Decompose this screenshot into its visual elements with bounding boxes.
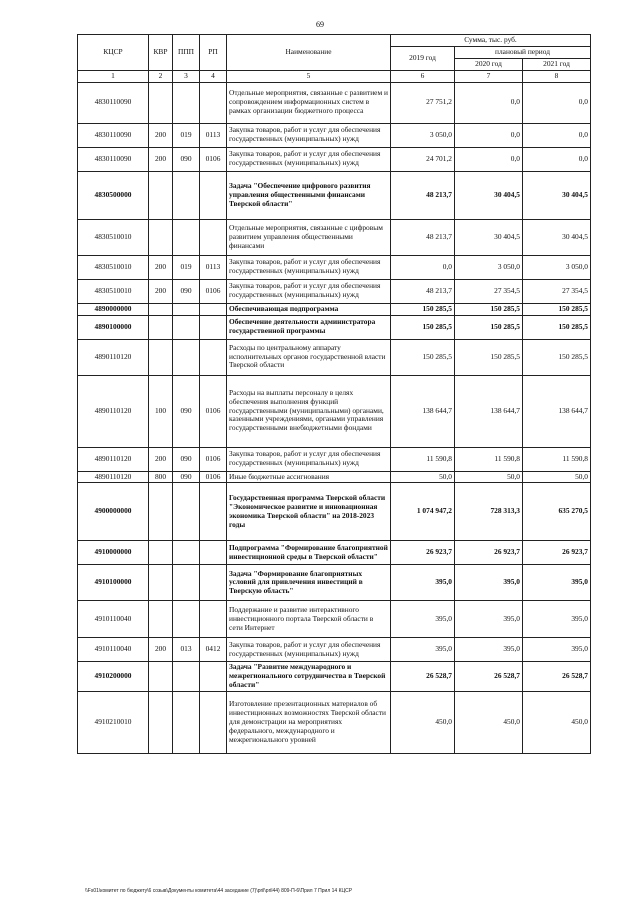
header-kcsr: КЦСР xyxy=(78,35,149,71)
column-number: 2 xyxy=(149,70,173,82)
cell-2021: 450,0 xyxy=(523,692,591,754)
cell-2019: 11 590,8 xyxy=(391,447,455,471)
cell-2021: 27 354,5 xyxy=(523,279,591,303)
cell-name: Закупка товаров, работ и услуг для обеспечения государственных (муниципальных) нужд xyxy=(227,279,391,303)
cell-ppp: 090 xyxy=(173,471,200,483)
cell-ppp: 013 xyxy=(173,638,200,662)
cell-ppp xyxy=(173,483,200,541)
cell-kcsr: 4910110040 xyxy=(78,601,149,638)
cell-kcsr: 4830500000 xyxy=(78,171,149,219)
cell-name: Отдельные мероприятия, связанные с развитием и сопровождением информационных систем в рамках организации бюджетного процесса xyxy=(227,82,391,123)
cell-2020: 27 354,5 xyxy=(455,279,523,303)
cell-ppp: 090 xyxy=(173,147,200,171)
cell-2019: 1 074 947,2 xyxy=(391,483,455,541)
column-number: 4 xyxy=(200,70,227,82)
column-number: 1 xyxy=(78,70,149,82)
cell-2020: 30 404,5 xyxy=(455,219,523,255)
cell-kvr: 200 xyxy=(149,279,173,303)
cell-kvr xyxy=(149,219,173,255)
cell-2020: 50,0 xyxy=(455,471,523,483)
cell-2020: 0,0 xyxy=(455,123,523,147)
cell-2019: 3 050,0 xyxy=(391,123,455,147)
cell-name: Подпрограмма "Формирование благоприятной инвестиционной среды в Тверской области" xyxy=(227,541,391,565)
cell-rp xyxy=(200,541,227,565)
cell-2020: 3 050,0 xyxy=(455,255,523,279)
cell-rp: 0106 xyxy=(200,279,227,303)
cell-rp xyxy=(200,171,227,219)
cell-kvr: 200 xyxy=(149,638,173,662)
cell-name: Поддержание и развитие интерактивного инвестиционного портала Тверской области в сети Интернет xyxy=(227,601,391,638)
cell-name: Отдельные мероприятия, связанные с цифровым развитием управления общественными финансами xyxy=(227,219,391,255)
cell-rp: 0113 xyxy=(200,255,227,279)
cell-2019: 138 644,7 xyxy=(391,375,455,447)
cell-kvr: 800 xyxy=(149,471,173,483)
header-2019: 2019 год xyxy=(391,46,455,70)
cell-kvr xyxy=(149,662,173,692)
cell-2020: 26 923,7 xyxy=(455,541,523,565)
cell-2021: 635 270,5 xyxy=(523,483,591,541)
cell-2020: 0,0 xyxy=(455,147,523,171)
cell-kcsr: 4910200000 xyxy=(78,662,149,692)
cell-kvr: 200 xyxy=(149,123,173,147)
cell-rp: 0106 xyxy=(200,375,227,447)
cell-kvr xyxy=(149,339,173,375)
cell-kvr: 200 xyxy=(149,255,173,279)
cell-kcsr: 4890000000 xyxy=(78,303,149,315)
table-row xyxy=(78,375,591,447)
cell-kcsr: 4830510010 xyxy=(78,255,149,279)
table-row xyxy=(78,601,591,638)
cell-2020: 30 404,5 xyxy=(455,171,523,219)
cell-name: Закупка товаров, работ и услуг для обеспечения государственных (муниципальных) нужд xyxy=(227,255,391,279)
cell-2019: 26 528,7 xyxy=(391,662,455,692)
cell-2021: 50,0 xyxy=(523,471,591,483)
cell-ppp: 090 xyxy=(173,447,200,471)
cell-2021: 395,0 xyxy=(523,638,591,662)
cell-rp xyxy=(200,565,227,601)
cell-2021: 0,0 xyxy=(523,123,591,147)
cell-kcsr: 4890110120 xyxy=(78,375,149,447)
cell-2019: 27 751,2 xyxy=(391,82,455,123)
table-row xyxy=(78,565,591,601)
column-number: 8 xyxy=(523,70,591,82)
cell-2019: 450,0 xyxy=(391,692,455,754)
cell-2019: 50,0 xyxy=(391,471,455,483)
cell-rp: 0113 xyxy=(200,123,227,147)
cell-2020: 728 313,3 xyxy=(455,483,523,541)
table-row xyxy=(78,471,591,483)
cell-2021: 3 050,0 xyxy=(523,255,591,279)
header-2020: 2020 год xyxy=(455,58,523,70)
cell-kvr: 100 xyxy=(149,375,173,447)
table-row xyxy=(78,315,591,339)
cell-kcsr: 4890110120 xyxy=(78,471,149,483)
cell-2020: 450,0 xyxy=(455,692,523,754)
table-row xyxy=(78,447,591,471)
cell-2020: 0,0 xyxy=(455,82,523,123)
cell-2021: 30 404,5 xyxy=(523,171,591,219)
footer-file-path: \\Fs01\комитет по бюджету\6 созыв\Документы комитета\44 заседание (7)\pril\pril44) 809-П-6\Прил 7 Прил 14 КЦСР xyxy=(85,888,353,894)
cell-2020: 395,0 xyxy=(455,638,523,662)
cell-rp xyxy=(200,82,227,123)
header-rp: РП xyxy=(200,35,227,71)
table-row xyxy=(78,638,591,662)
cell-kcsr: 4910100000 xyxy=(78,565,149,601)
cell-ppp xyxy=(173,601,200,638)
cell-2020: 150 285,5 xyxy=(455,315,523,339)
cell-kcsr: 4830110090 xyxy=(78,123,149,147)
cell-kcsr: 4910210010 xyxy=(78,692,149,754)
cell-2020: 150 285,5 xyxy=(455,339,523,375)
cell-2021: 0,0 xyxy=(523,82,591,123)
cell-name: Обеспечение деятельности администратора государственной программы xyxy=(227,315,391,339)
table-row xyxy=(78,147,591,171)
cell-2020: 11 590,8 xyxy=(455,447,523,471)
cell-kvr xyxy=(149,541,173,565)
cell-ppp xyxy=(173,565,200,601)
cell-2021: 395,0 xyxy=(523,601,591,638)
cell-name: Государственная программа Тверской области "Экономическое развитие и инновационная экономика Тверской области" на 2018-2023 годы xyxy=(227,483,391,541)
cell-2020: 150 285,5 xyxy=(455,303,523,315)
cell-2021: 150 285,5 xyxy=(523,303,591,315)
cell-rp xyxy=(200,303,227,315)
table-header xyxy=(78,35,591,83)
cell-kvr xyxy=(149,601,173,638)
cell-name: Задача "Развитие международного и межрегионального сотрудничества в Тверской области" xyxy=(227,662,391,692)
cell-rp xyxy=(200,483,227,541)
cell-name: Закупка товаров, работ и услуг для обеспечения государственных (муниципальных) нужд xyxy=(227,638,391,662)
cell-2021: 26 923,7 xyxy=(523,541,591,565)
cell-rp: 0106 xyxy=(200,447,227,471)
cell-rp: 0106 xyxy=(200,147,227,171)
cell-rp: 0106 xyxy=(200,471,227,483)
header-name: Наименование xyxy=(227,35,391,71)
header-plan-period: плановый период xyxy=(455,46,591,58)
cell-name: Закупка товаров, работ и услуг для обеспечения государственных (муниципальных) нужд xyxy=(227,447,391,471)
column-number: 3 xyxy=(173,70,200,82)
cell-name: Закупка товаров, работ и услуг для обеспечения государственных (муниципальных) нужд xyxy=(227,123,391,147)
cell-2019: 48 213,7 xyxy=(391,279,455,303)
cell-ppp xyxy=(173,339,200,375)
table-row xyxy=(78,541,591,565)
header-2021: 2021 год xyxy=(523,58,591,70)
cell-kvr xyxy=(149,315,173,339)
budget-table xyxy=(77,34,591,754)
cell-2019: 395,0 xyxy=(391,601,455,638)
cell-name: Задача "Формирование благоприятных условий для привлечения инвестиций в Тверскую область" xyxy=(227,565,391,601)
cell-2019: 150 285,5 xyxy=(391,303,455,315)
cell-kvr xyxy=(149,303,173,315)
cell-2021: 150 285,5 xyxy=(523,315,591,339)
cell-name: Иные бюджетные ассигнования xyxy=(227,471,391,483)
cell-2019: 395,0 xyxy=(391,638,455,662)
table-body xyxy=(78,82,591,753)
cell-ppp xyxy=(173,315,200,339)
cell-kcsr: 4910110040 xyxy=(78,638,149,662)
cell-name: Закупка товаров, работ и услуг для обеспечения государственных (муниципальных) нужд xyxy=(227,147,391,171)
cell-kcsr: 4900000000 xyxy=(78,483,149,541)
cell-2019: 48 213,7 xyxy=(391,219,455,255)
cell-ppp: 090 xyxy=(173,375,200,447)
cell-ppp xyxy=(173,171,200,219)
cell-2021: 150 285,5 xyxy=(523,339,591,375)
cell-2020: 395,0 xyxy=(455,565,523,601)
cell-rp xyxy=(200,692,227,754)
cell-kvr xyxy=(149,565,173,601)
cell-kcsr: 4890110120 xyxy=(78,447,149,471)
cell-kvr: 200 xyxy=(149,447,173,471)
page-number: 69 xyxy=(316,20,324,29)
cell-kvr xyxy=(149,692,173,754)
cell-2019: 395,0 xyxy=(391,565,455,601)
cell-kvr xyxy=(149,483,173,541)
table-row xyxy=(78,123,591,147)
cell-2019: 150 285,5 xyxy=(391,315,455,339)
cell-ppp xyxy=(173,219,200,255)
cell-rp xyxy=(200,662,227,692)
cell-rp xyxy=(200,219,227,255)
cell-name: Расходы по центральному аппарату исполнительных органов государственной власти Тверской области xyxy=(227,339,391,375)
cell-2021: 11 590,8 xyxy=(523,447,591,471)
cell-rp: 0412 xyxy=(200,638,227,662)
cell-kcsr: 4830510010 xyxy=(78,279,149,303)
cell-2020: 138 644,7 xyxy=(455,375,523,447)
table-row xyxy=(78,692,591,754)
cell-ppp: 090 xyxy=(173,279,200,303)
cell-2021: 395,0 xyxy=(523,565,591,601)
cell-kcsr: 4830510010 xyxy=(78,219,149,255)
table-row xyxy=(78,219,591,255)
cell-2019: 150 285,5 xyxy=(391,339,455,375)
cell-rp xyxy=(200,339,227,375)
column-number-row xyxy=(78,70,591,82)
cell-2021: 30 404,5 xyxy=(523,219,591,255)
table-row xyxy=(78,171,591,219)
cell-rp xyxy=(200,315,227,339)
table-row xyxy=(78,483,591,541)
cell-kvr xyxy=(149,82,173,123)
cell-kcsr: 4830110090 xyxy=(78,82,149,123)
cell-kcsr: 4830110090 xyxy=(78,147,149,171)
column-number: 7 xyxy=(455,70,523,82)
cell-kvr xyxy=(149,171,173,219)
cell-ppp: 019 xyxy=(173,255,200,279)
table-row xyxy=(78,339,591,375)
cell-2019: 24 701,2 xyxy=(391,147,455,171)
cell-ppp: 019 xyxy=(173,123,200,147)
cell-2021: 0,0 xyxy=(523,147,591,171)
column-number: 6 xyxy=(391,70,455,82)
cell-ppp xyxy=(173,692,200,754)
table-row xyxy=(78,255,591,279)
table-row xyxy=(78,662,591,692)
cell-kvr: 200 xyxy=(149,147,173,171)
cell-rp xyxy=(200,601,227,638)
cell-kcsr: 4890110120 xyxy=(78,339,149,375)
cell-kcsr: 4890100000 xyxy=(78,315,149,339)
cell-ppp xyxy=(173,82,200,123)
cell-name: Обеспечивающая подпрограмма xyxy=(227,303,391,315)
cell-name: Задача "Обеспечение цифрового развития управления общественными финансами Тверской области" xyxy=(227,171,391,219)
cell-2020: 395,0 xyxy=(455,601,523,638)
cell-2019: 26 923,7 xyxy=(391,541,455,565)
cell-name: Расходы на выплаты персоналу в целях обеспечения выполнения функций государственными (муниципальными) органами, казенными учреждениями, органами управления государственными внебюджетными фондами xyxy=(227,375,391,447)
column-number: 5 xyxy=(227,70,391,82)
cell-2021: 26 528,7 xyxy=(523,662,591,692)
cell-ppp xyxy=(173,662,200,692)
cell-2020: 26 528,7 xyxy=(455,662,523,692)
cell-kcsr: 4910000000 xyxy=(78,541,149,565)
cell-2021: 138 644,7 xyxy=(523,375,591,447)
cell-ppp xyxy=(173,303,200,315)
header-ppp: ППП xyxy=(173,35,200,71)
cell-2019: 0,0 xyxy=(391,255,455,279)
cell-name: Изготовление презентационных материалов об инвестиционных возможностях Тверской области для демонстрации на мероприятиях федерального, международного и межрегионального уровней xyxy=(227,692,391,754)
header-kvr: КВР xyxy=(149,35,173,71)
table-row xyxy=(78,303,591,315)
cell-ppp xyxy=(173,541,200,565)
table-row xyxy=(78,82,591,123)
cell-2019: 48 213,7 xyxy=(391,171,455,219)
header-sum: Сумма, тыс. руб. xyxy=(391,35,591,47)
table-row xyxy=(78,279,591,303)
